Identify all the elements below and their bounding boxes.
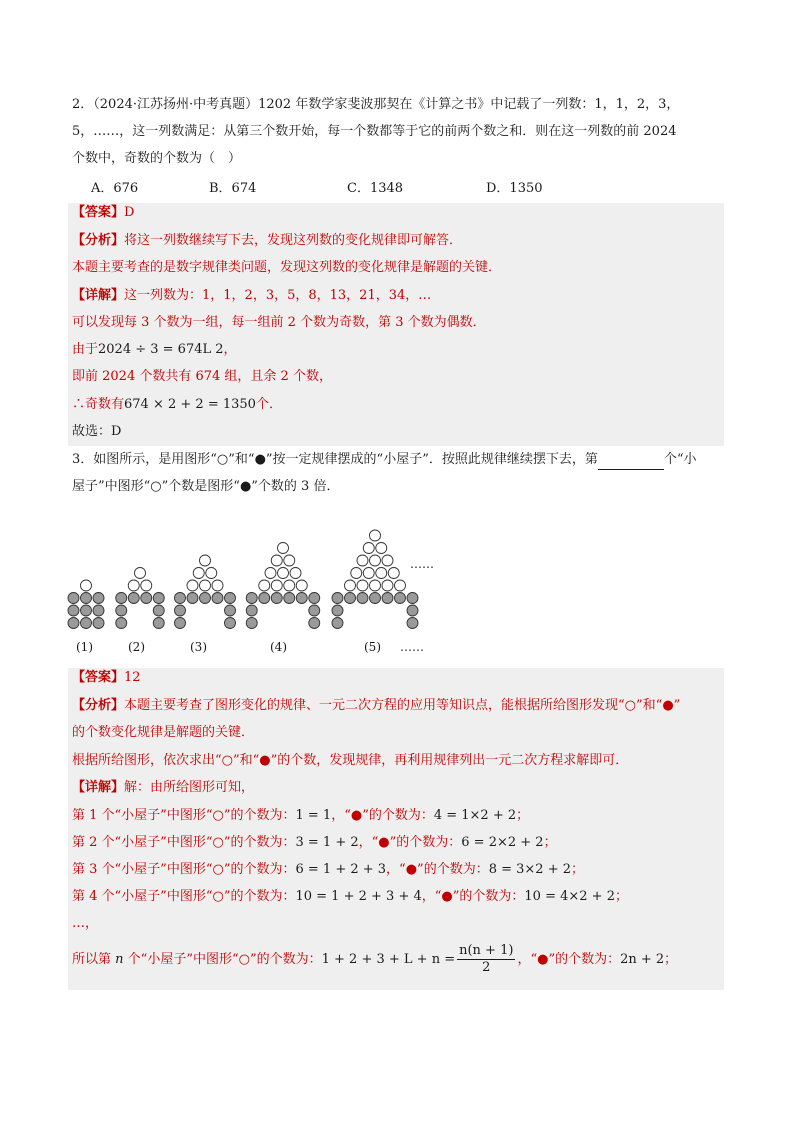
open-circle [259, 580, 270, 591]
filled-dot [332, 593, 343, 604]
filled-dot [296, 593, 307, 604]
q2-analysis-2: 本题主要考查的是数字规律类问题，发现这列数的变化规律是解题的关键． [72, 260, 502, 275]
filled-dot [382, 593, 393, 604]
q3-row-2: 第 2 个“小屋子”中图形“○”的个数为：3 = 1 + 2，“●”的个数为：6 = 2×2 + 2； [72, 835, 557, 850]
filled-dot [309, 593, 320, 604]
open-circle [376, 543, 387, 554]
q3-general: 所以第 n 个“小屋子”中图形“○”的个数为：1 + 2 + 3 + L + n = $\frac{n(n + 1)}{2}$ ，“●”的个数为：2n + 2； [72, 943, 678, 975]
filled-dot [153, 618, 164, 629]
q2-detail-5: ∴奇数有674 × 2 + 2 = 1350个． [72, 397, 282, 412]
q2-choice: 故选：D [72, 424, 122, 439]
figure-label-5: (5) [364, 640, 381, 654]
open-circle [135, 568, 146, 579]
q3-analysis: 【分析】本题主要考查了图形变化的规律、一元二次方程的应用等知识点，能根据所给图形发现“○”和“●” [72, 698, 681, 713]
filled-dot [309, 618, 320, 629]
open-circle [128, 580, 139, 591]
open-circle [284, 555, 295, 566]
filled-dot [395, 593, 406, 604]
filled-dot [93, 605, 104, 616]
filled-dot [175, 605, 186, 616]
open-circle [363, 568, 374, 579]
q3-line1: 3．如图所示，是用图形“○”和“●”按一定规律摆成的“小屋子”．按照此规律继续摆下去，第 个“小 [72, 450, 697, 470]
figure-label-2: (2) [128, 640, 145, 654]
open-circle [382, 555, 393, 566]
open-circle [81, 580, 92, 591]
open-circle [284, 580, 295, 591]
filled-dot [116, 618, 127, 629]
q2-detail-4: 即前 2024 个数共有 674 组，且余 2 个数， [72, 369, 332, 384]
filled-dot [284, 593, 295, 604]
open-circle [271, 555, 282, 566]
figure-label-3: (3) [190, 640, 207, 654]
q3-answer: 【答案】12 [72, 670, 141, 685]
house-pattern-figure [60, 505, 460, 635]
figure-label-ellipsis: …… [400, 640, 424, 654]
filled-dot [68, 593, 79, 604]
filled-dot [81, 605, 92, 616]
open-circle [351, 568, 362, 579]
q2-option-a: A．676 [91, 181, 139, 196]
q2-analysis: 【分析】将这一列数继续写下去，发现这列数的变化规律即可解答． [72, 233, 463, 248]
answer-blank [598, 455, 664, 470]
filled-dot [332, 618, 343, 629]
filled-dot [93, 618, 104, 629]
open-circle [345, 580, 356, 591]
open-circle [363, 543, 374, 554]
filled-dot [407, 605, 418, 616]
q3-row-4: 第 4 个“小屋子”中图形“○”的个数为：10 = 1 + 2 + 3 + 4，“●”的个数为：10 = 4×2 + 2； [72, 889, 628, 904]
filled-dot [246, 618, 257, 629]
figure-label-4: (4) [270, 640, 287, 654]
open-circle [388, 568, 399, 579]
open-circle [193, 568, 204, 579]
filled-dot [332, 605, 343, 616]
q3-dots: …， [72, 916, 99, 931]
q2-detail-3: 由于2024 ÷ 3 = 674L 2， [72, 342, 237, 357]
open-circle [290, 568, 301, 579]
figure-label-1: (1) [76, 640, 93, 654]
filled-dot [187, 593, 198, 604]
open-circle [382, 580, 393, 591]
filled-dot [407, 593, 418, 604]
filled-dot [116, 593, 127, 604]
open-circle [200, 555, 211, 566]
open-circle [395, 580, 406, 591]
q2-line2: 5，……，这一列数满足：从第三个数开始，每一个数都等于它的前两个数之和．则在这一列数的前 2024 [72, 124, 677, 139]
open-circle [141, 580, 152, 591]
filled-dot [200, 593, 211, 604]
figure-ellipsis: …… [410, 557, 434, 571]
filled-dot [141, 593, 152, 604]
filled-dot [345, 593, 356, 604]
open-circle [370, 530, 381, 541]
q3-row-1: 第 1 个“小屋子”中图形“○”的个数为：1 = 1，“●”的个数为：4 = 1×2 + 2； [72, 808, 530, 823]
filled-dot [225, 593, 236, 604]
open-circle [187, 580, 198, 591]
filled-dot [370, 593, 381, 604]
q2-option-d: D．1350 [486, 181, 543, 196]
open-circle [200, 580, 211, 591]
filled-dot [225, 618, 236, 629]
q2-detail: 【详解】这一列数为：1，1，2，3，5，8，13，21，34，… [72, 288, 432, 303]
filled-dot [93, 593, 104, 604]
q3-analysis-3: 根据所给图形，依次求出“○”和“●”的个数，发现规律，再利用规律列出一元二次方程求解即可． [72, 753, 629, 768]
open-circle [376, 568, 387, 579]
fraction: $\frac{n(n + 1)}{2}$ [459, 943, 514, 975]
open-circle [357, 555, 368, 566]
filled-dot [259, 593, 270, 604]
filled-dot [212, 593, 223, 604]
filled-dot [153, 605, 164, 616]
filled-dot [246, 605, 257, 616]
open-circle [370, 580, 381, 591]
open-circle [357, 580, 368, 591]
filled-dot [271, 593, 282, 604]
q3-detail: 【详解】解：由所给图形可知， [72, 780, 255, 795]
q2-option-c: C．1348 [347, 181, 404, 196]
filled-dot [175, 618, 186, 629]
q3-analysis-2: 的个数变化规律是解题的关键． [72, 725, 255, 740]
q2-option-b: B．674 [209, 181, 257, 196]
open-circle [206, 568, 217, 579]
filled-dot [128, 593, 139, 604]
open-circle [265, 568, 276, 579]
open-circle [212, 580, 223, 591]
filled-dot [68, 618, 79, 629]
open-circle [296, 580, 307, 591]
filled-dot [309, 605, 320, 616]
filled-dot [81, 618, 92, 629]
open-circle [278, 568, 289, 579]
open-circle [370, 555, 381, 566]
filled-dot [68, 605, 79, 616]
filled-dot [81, 593, 92, 604]
filled-dot [246, 593, 257, 604]
filled-dot [407, 618, 418, 629]
open-circle [271, 580, 282, 591]
open-circle [278, 543, 289, 554]
q3-row-3: 第 3 个“小屋子”中图形“○”的个数为：6 = 1 + 2 + 3，“●”的个数为：8 = 3×2 + 2； [72, 862, 585, 877]
filled-dot [116, 605, 127, 616]
q2-line3: 个数中，奇数的个数为（ ） [72, 151, 242, 166]
q2-detail-2: 可以发现每 3 个数为一组，每一组前 2 个数为奇数，第 3 个数为偶数． [72, 315, 486, 330]
filled-dot [175, 593, 186, 604]
q3-line2: 屋子”中图形“○”个数是图形“●”个数的 3 倍． [72, 479, 340, 494]
filled-dot [357, 593, 368, 604]
filled-dot [225, 605, 236, 616]
filled-dot [153, 593, 164, 604]
q2-line1: 2．（2024·江苏扬州·中考真题）1202 年数学家斐波那契在《计算之书》中记载了一列数：1，1，2，3， [72, 97, 680, 112]
q2-answer: 【答案】D [72, 205, 135, 220]
